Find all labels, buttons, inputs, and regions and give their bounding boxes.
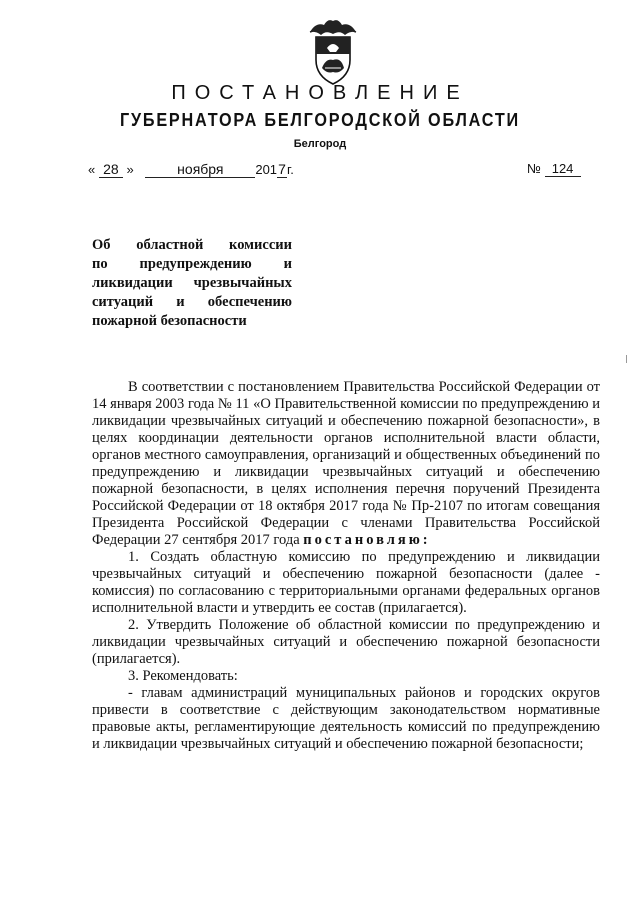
subject-line: Об областной комиссии [92, 237, 292, 253]
document-subject [92, 236, 292, 331]
subject-line: ликвидации чрезвычайных [92, 275, 292, 291]
resolve-word: постановляю: [303, 532, 431, 548]
year-suffix: г. [287, 162, 294, 177]
item-2: 2. Утвердить Положение об областной комиссии по предупреждению и ликвидации чрезвычайных ситуаций и обеспечению пожарной безопасности (прилагается). [92, 617, 600, 667]
preamble-paragraph [92, 379, 600, 549]
issuer-title: ГУБЕРНАТОРА БЕЛГОРОДСКОЙ ОБЛАСТИ [120, 110, 520, 130]
document-body [92, 379, 600, 753]
preamble-text: В соответствии с постановлением Правительства Российской Федерации от 14 января 2003 года № 11 «О Правительственной комиссии по предупреждению и ликвидации чрезвычайных ситуаций и обеспечению пожарной безопасности», в целях координации деятельности органов исполнительной власти области, органов местного самоуправления, организаций и общественных объединений по предупреждению и ликвидации чрезвычайных ситуаций и обеспечению пожарной безопасности, в целях исполнения перечня поручений Президента Российской Федерации от 18 октября 2017 года № Пр-2107 по итогам совещания Президента Российской Федерации с членами Правительства Российской Федерации 27 сентября 2017 года [92, 379, 600, 548]
scan-edge-mark [626, 355, 627, 363]
date-day: 28 [99, 161, 123, 178]
subject-line: ситуаций и обеспечению [92, 294, 292, 310]
item-3-sub-1: - главам администраций муниципальных районов и городских округов привести в соответствие с действующим законодательством нормативные правовые акты, регламентирующие деятельность комиссий по предупреждению и ликвидации чрезвычайных ситуаций и обеспечению пожарной безопасности; [92, 685, 600, 752]
close-quote: » [126, 162, 134, 177]
open-quote: « [88, 162, 96, 177]
number-label: № [527, 161, 541, 176]
number-value: 124 [545, 161, 581, 177]
coat-of-arms-icon [300, 12, 366, 88]
year-prefix: 201 [255, 162, 278, 177]
subject-line: по предупреждению и [92, 256, 292, 272]
city-name: Белгород [293, 138, 347, 150]
date-line [88, 161, 294, 178]
date-month: ноября [145, 161, 255, 178]
document-type-title: ПОСТАНОВЛЕНИЕ [171, 82, 469, 104]
item-3: 3. Рекомендовать: [128, 668, 238, 684]
document-number [527, 161, 581, 177]
item-1: 1. Создать областную комиссию по предупреждению и ликвидации чрезвычайных ситуаций и обеспечению пожарной безопасности (далее - комиссия) по согласованию с территориальными органами федеральных органов исполнительной власти и утвердить ее состав (прилагается). [92, 549, 600, 616]
year-digit: 7 [278, 161, 286, 177]
subject-line: пожарной безопасности [92, 313, 247, 329]
